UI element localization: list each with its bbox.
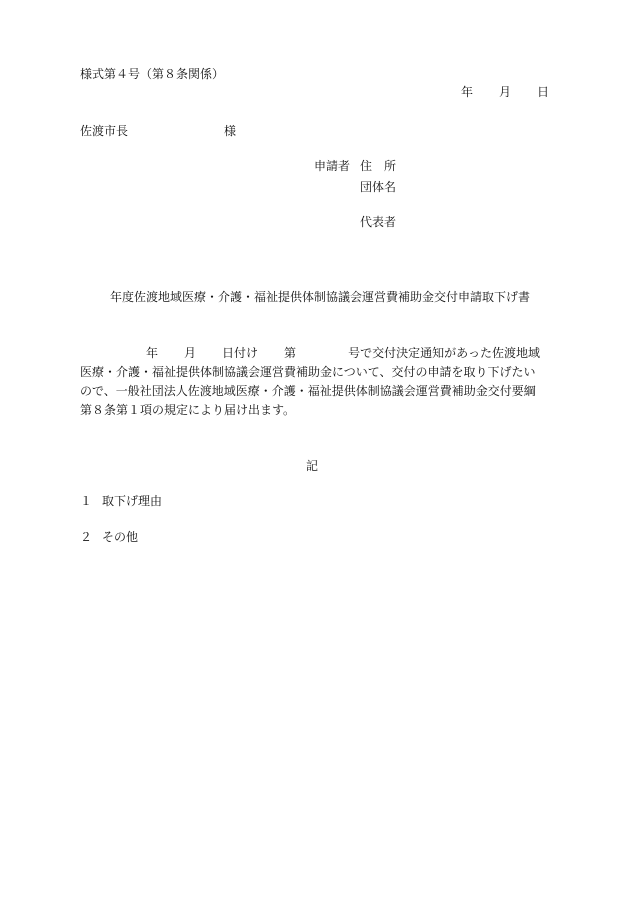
date-day: 日 [537, 85, 550, 99]
body-line-1: 年 月 日付け 第 号で交付決定通知があった佐渡地域 [146, 346, 540, 360]
date-line [461, 84, 549, 100]
date-month: 月 [499, 85, 512, 99]
addressee [80, 123, 236, 139]
notes-heading: 記 [306, 459, 319, 473]
applicant-label: 申請者 [314, 159, 351, 173]
addressee-name: 佐渡市長 [80, 124, 129, 138]
note-item-number: ２ [80, 530, 93, 544]
document-title: 年度佐渡地域医療・介護・福祉提供体制協議会運営費補助金交付申請取下げ書 [110, 290, 531, 304]
body-line-3: ので、一般社団法人佐渡地域医療・介護・福祉提供体制協議会運営費補助金交付要綱 [80, 384, 536, 398]
note-item [80, 493, 162, 509]
note-item-label: その他 [102, 530, 139, 544]
body-line-2: 医療・介護・福祉提供体制協議会運営費補助金について、交付の申請を取り下げたい [80, 365, 536, 379]
body-line-4: 第８条第１項の規定により届け出ます。 [80, 403, 296, 417]
representative-label: 代表者 [360, 215, 397, 229]
note-item-number: １ [80, 494, 93, 508]
date-year: 年 [461, 85, 474, 99]
applicant-address-label: 住 所 [360, 159, 397, 173]
form-number: 様式第４号（第８条関係） [80, 67, 225, 81]
addressee-honorific: 様 [224, 124, 237, 138]
body-paragraph [80, 344, 550, 420]
note-item-label: 取下げ理由 [102, 494, 163, 508]
group-name-label: 団体名 [360, 180, 397, 194]
note-item [80, 529, 138, 545]
